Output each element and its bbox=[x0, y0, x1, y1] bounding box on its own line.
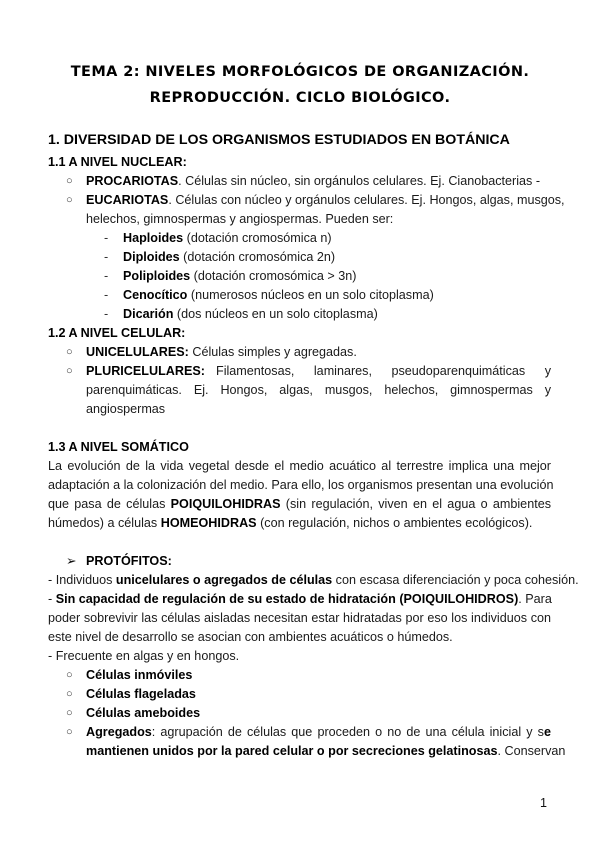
term-cenocitico: Cenocítico bbox=[123, 288, 188, 302]
term-agregados: Agregados bbox=[86, 725, 152, 739]
protofitos-line-5: - Frecuente en algas y en hongos. bbox=[48, 649, 240, 663]
term-procariotas: PROCARIOTAS bbox=[86, 174, 179, 188]
list-item-poliploides bbox=[123, 267, 543, 286]
list-item-cenocitico bbox=[123, 286, 543, 305]
term-celulas-flageladas: Células flageladas bbox=[86, 687, 196, 701]
list-item-celulas-inmoviles bbox=[86, 666, 551, 685]
bullet-circle-icon: ○ bbox=[66, 726, 73, 738]
protofitos-text: . Para bbox=[518, 592, 552, 606]
list-item-diploides bbox=[123, 248, 543, 267]
bullet-circle-icon: ○ bbox=[66, 194, 73, 206]
protofitos-line-1 bbox=[48, 571, 579, 590]
page-number: 1 bbox=[540, 796, 548, 810]
haploides-description: (dotación cromosómica n) bbox=[183, 231, 332, 245]
procariotas-description: . Células sin núcleo, sin orgánulos celulares. Ej. Cianobacterias - bbox=[178, 174, 541, 188]
term-poliploides: Poliploides bbox=[123, 269, 191, 283]
agregados-bold-fragment: e bbox=[543, 725, 551, 739]
bullet-circle-icon: ○ bbox=[66, 365, 73, 377]
agregados-description: . Conservan bbox=[497, 744, 566, 758]
dash-bullet-icon: - bbox=[104, 231, 109, 245]
protofitos-heading: PROTÓFITOS: bbox=[86, 554, 172, 568]
protofitos-text: con escasa diferenciación y poca cohesión. bbox=[332, 573, 579, 587]
section-1-heading: 1. DIVERSIDAD DE LOS ORGANISMOS ESTUDIADOS EN BOTÁNICA bbox=[48, 132, 510, 148]
diploides-description: (dotación cromosómica 2n) bbox=[179, 250, 336, 264]
pluricelulares-description-cont: parenquimáticas. Ej. Hongos, algas, musgos, helechos, gimnospermas y bbox=[86, 383, 551, 397]
bullet-circle-icon: ○ bbox=[66, 707, 73, 719]
pluricelulares-description: Filamentosas, laminares, pseudoparenquimáticas y bbox=[216, 364, 551, 378]
document-title-line-1: TEMA 2: NIVELES MORFOLÓGICOS DE ORGANIZACIÓN. bbox=[70, 64, 530, 80]
somatico-paragraph-line-1: La evolución de la vida vegetal desde el medio acuático al terrestre implica una mejor bbox=[48, 459, 551, 473]
poliploides-description: (dotación cromosómica > 3n) bbox=[190, 269, 357, 283]
protofitos-text: - Individuos bbox=[48, 573, 116, 587]
somatico-paragraph-line-2: adaptación a la colonización del medio. Para ello, los organismos presentan una evolución bbox=[48, 478, 554, 492]
list-item-pluricelulares bbox=[86, 362, 551, 381]
term-homeohidras: HOMEOHIDRAS bbox=[160, 516, 257, 530]
term-diploides: Diploides bbox=[123, 250, 180, 264]
dash-bullet-icon: - bbox=[104, 250, 109, 264]
term-poiquilohidras: POIQUILOHIDRAS bbox=[170, 497, 281, 511]
bullet-circle-icon: ○ bbox=[66, 688, 73, 700]
term-dicarion: Dicarión bbox=[123, 307, 174, 321]
dash-bullet-icon: - bbox=[104, 269, 109, 283]
list-item-celulas-ameboides bbox=[86, 704, 551, 723]
list-item-procariotas bbox=[86, 172, 551, 191]
bullet-circle-icon: ○ bbox=[66, 669, 73, 681]
eucariotas-description-cont: helechos, gimnospermas y angiospermas. Pueden ser: bbox=[86, 212, 394, 226]
agregados-description: : agrupación de células que proceden o no de una célula inicial y s bbox=[151, 725, 544, 739]
somatico-text: que pasa de células bbox=[48, 497, 171, 511]
list-item-unicelulares bbox=[86, 343, 551, 362]
term-unicelulares: UNICELULARES: bbox=[86, 345, 189, 359]
list-item-haploides bbox=[123, 229, 543, 248]
document-title-line-2: REPRODUCCIÓN. CICLO BIOLÓGICO. bbox=[149, 90, 451, 106]
list-item-agregados bbox=[86, 723, 551, 742]
somatico-text: (sin regulación, viven en el agua o ambientes bbox=[280, 497, 551, 511]
protofitos-text: - bbox=[48, 592, 56, 606]
list-item-dicarion bbox=[123, 305, 543, 324]
term-celulas-ameboides: Células ameboides bbox=[86, 706, 201, 720]
dash-bullet-icon: - bbox=[104, 307, 109, 321]
list-item-eucariotas bbox=[86, 191, 565, 210]
term-pluricelulares: PLURICELULARES: bbox=[86, 364, 205, 378]
unicelulares-description: Células simples y agregadas. bbox=[188, 345, 357, 359]
list-item-celulas-flageladas bbox=[86, 685, 551, 704]
arrowhead-bullet-icon: ➢ bbox=[66, 554, 77, 568]
somatico-text: (con regulación, nichos o ambientes ecológicos). bbox=[256, 516, 533, 530]
agregados-bold-text: mantienen unidos por la pared celular o por secreciones gelatinosas bbox=[86, 744, 498, 758]
term-eucariotas: EUCARIOTAS bbox=[86, 193, 169, 207]
pluricelulares-description-end: angiospermas bbox=[86, 402, 166, 416]
dicarion-description: (dos núcleos en un solo citoplasma) bbox=[173, 307, 378, 321]
somatico-paragraph-line-3 bbox=[48, 495, 551, 514]
cenocitico-description: (numerosos núcleos en un solo citoplasma) bbox=[187, 288, 434, 302]
subsection-1-1-heading: 1.1 A NIVEL NUCLEAR: bbox=[48, 155, 187, 169]
somatico-paragraph-line-4 bbox=[48, 514, 551, 533]
subsection-1-2-heading: 1.2 A NIVEL CELULAR: bbox=[48, 326, 186, 340]
bullet-circle-icon: ○ bbox=[66, 346, 73, 358]
protofitos-line-3: poder sobrevivir las células aisladas necesitan estar hidratadas por eso los individuos con bbox=[48, 611, 551, 625]
somatico-text: húmedos) a células bbox=[48, 516, 161, 530]
term-unicelulares-agregados: unicelulares o agregados de células bbox=[115, 573, 333, 587]
eucariotas-description: . Células con núcleo y orgánulos celulares. Ej. Hongos, algas, musgos, bbox=[168, 193, 565, 207]
term-poiquilohidros: Sin capacidad de regulación de su estado de hidratación (POIQUILOHIDROS) bbox=[55, 592, 519, 606]
term-haploides: Haploides bbox=[123, 231, 184, 245]
bullet-circle-icon: ○ bbox=[66, 175, 73, 187]
dash-bullet-icon: - bbox=[104, 288, 109, 302]
term-celulas-inmoviles: Células inmóviles bbox=[86, 668, 193, 682]
protofitos-line-4: este nivel de desarrollo se asocian con ambientes acuáticos o húmedos. bbox=[48, 630, 453, 644]
subsection-1-3-heading: 1.3 A NIVEL SOMÁTICO bbox=[48, 440, 189, 454]
protofitos-line-2 bbox=[48, 590, 551, 609]
agregados-description-cont bbox=[86, 742, 566, 761]
